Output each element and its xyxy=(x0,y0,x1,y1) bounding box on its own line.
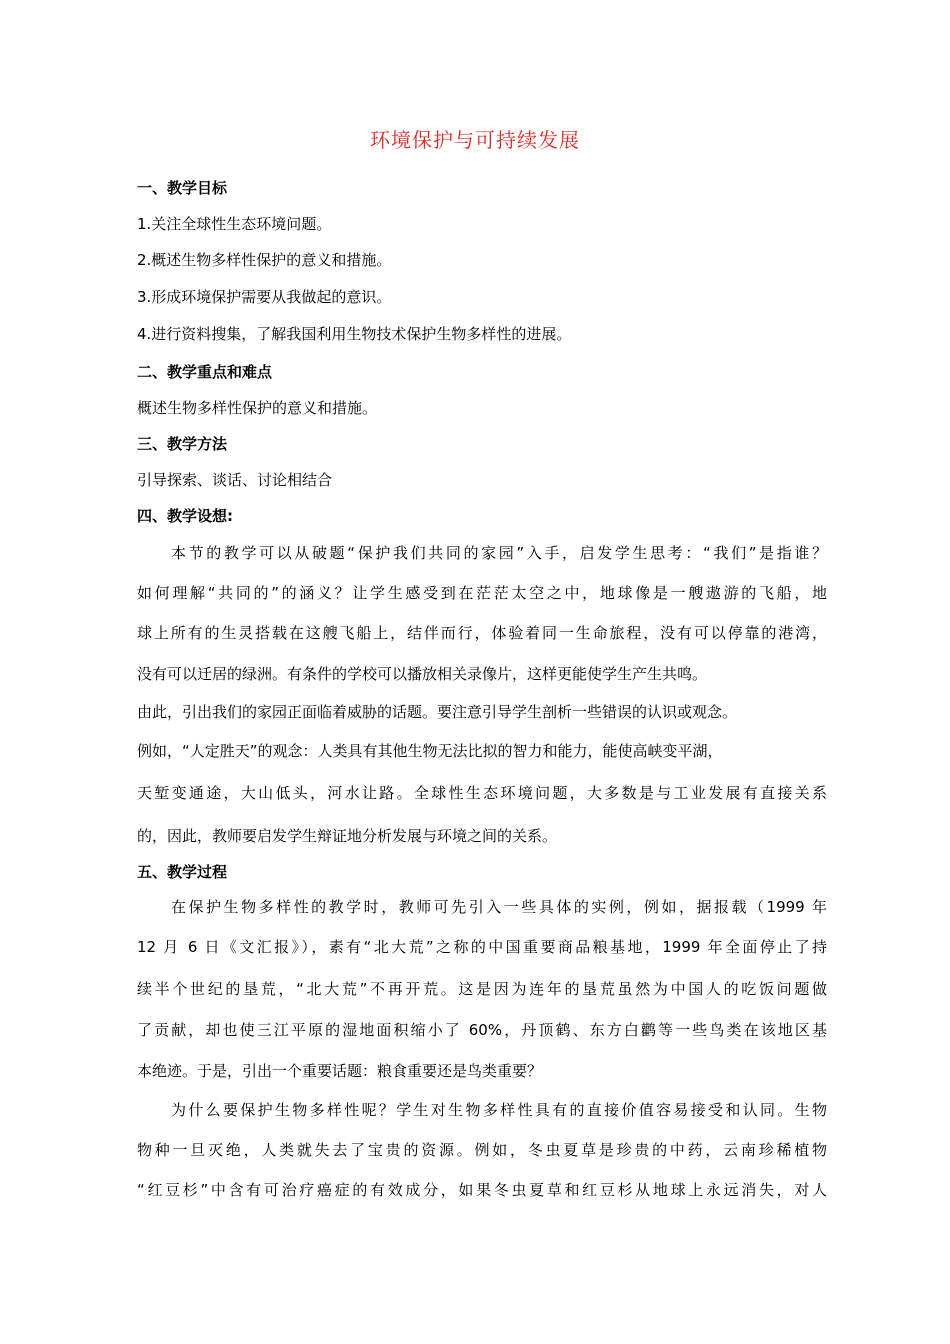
paragraph-line: 天堑变通途，大山低头，河水让路。全球性生态环境问题，大多数是与工业发展有直接关系 xyxy=(137,784,827,802)
paragraph-line: 如何理解“共同的”的涵义？让学生感受到在茫茫太空之中，地球像是一艘遨游的飞船，地 xyxy=(137,584,827,602)
paragraph-line: 的，因此，教师要启发学生辩证地分析发展与环境之间的关系。 xyxy=(137,827,558,845)
paragraph-line: 本节的教学可以从破题“保护我们共同的家园”入手，启发学生思考：“我们”是指谁？ xyxy=(171,544,827,562)
heading-objectives: 一、教学目标 xyxy=(137,179,228,197)
paragraph-line: 为什么要保护生物多样性呢？学生对生物多样性具有的直接价值容易接受和认同。生物 xyxy=(171,1101,827,1119)
heading-key-points: 二、教学重点和难点 xyxy=(137,363,273,381)
methods-text: 引导探索、谈话、讨论相结合 xyxy=(137,471,333,489)
objective-1: 1.关注全球性生态环境问题。 xyxy=(137,215,332,233)
paragraph-line: 在保护生物多样性的教学时，教师可先引入一些具体的实例，例如，据报载（1999 年 xyxy=(171,898,827,916)
paragraph-line: 了贡献，却也使三江平原的湿地面积缩小了 60%，丹顶鹤、东方白鹳等一些鸟类在该地区基 xyxy=(137,1021,827,1039)
document-title: 环境保护与可持续发展 xyxy=(370,128,580,152)
paragraph-line: 本绝迹。于是，引出一个重要话题：粮食重要还是鸟类重要？ xyxy=(137,1062,543,1080)
paragraph-line: 物种一旦灭绝，人类就失去了宝贵的资源。例如，冬虫夏草是珍贵的中药，云南珍稀植物 xyxy=(137,1141,827,1159)
paragraph-line: 由此，引出我们的家园正面临着威胁的话题。要注意引导学生剖析一些错误的认识或观念。 xyxy=(137,703,738,721)
objective-4: 4.进行资料搜集，了解我国利用生物技术保护生物多样性的进展。 xyxy=(137,325,572,343)
heading-design: 四、教学设想: xyxy=(137,507,233,525)
heading-methods: 三、教学方法 xyxy=(137,435,228,453)
paragraph-line: 续半个世纪的垦荒，“北大荒”不再开荒。这是因为连年的垦荒虽然为中国人的吃饭问题做 xyxy=(137,980,827,998)
key-points-text: 概述生物多样性保护的意义和措施。 xyxy=(137,399,378,417)
objective-3: 3.形成环境保护需要从我做起的意识。 xyxy=(137,288,392,306)
objective-2: 2.概述生物多样性保护的意义和措施。 xyxy=(137,251,392,269)
paragraph-line: 球上所有的生灵搭载在这艘飞船上，结伴而行，体验着同一生命旅程，没有可以停靠的港湾， xyxy=(137,624,827,642)
paragraph-line: 例如，“人定胜天”的观念：人类具有其他生物无法比拟的智力和能力，能使高峡变平湖， xyxy=(137,742,723,760)
paragraph-line: “红豆杉”中含有可治疗癌症的有效成分，如果冬虫夏草和红豆杉从地球上永远消失，对人 xyxy=(137,1181,827,1199)
heading-process: 五、教学过程 xyxy=(137,863,228,881)
paragraph-line: 没有可以迁居的绿洲。有条件的学校可以播放相关录像片，这样更能使学生产生共鸣。 xyxy=(137,665,708,683)
paragraph-line: 12 月 6 日《文汇报》），素有“北大荒”之称的中国重要商品粮基地，1999 年全面停止了持 xyxy=(137,938,827,956)
